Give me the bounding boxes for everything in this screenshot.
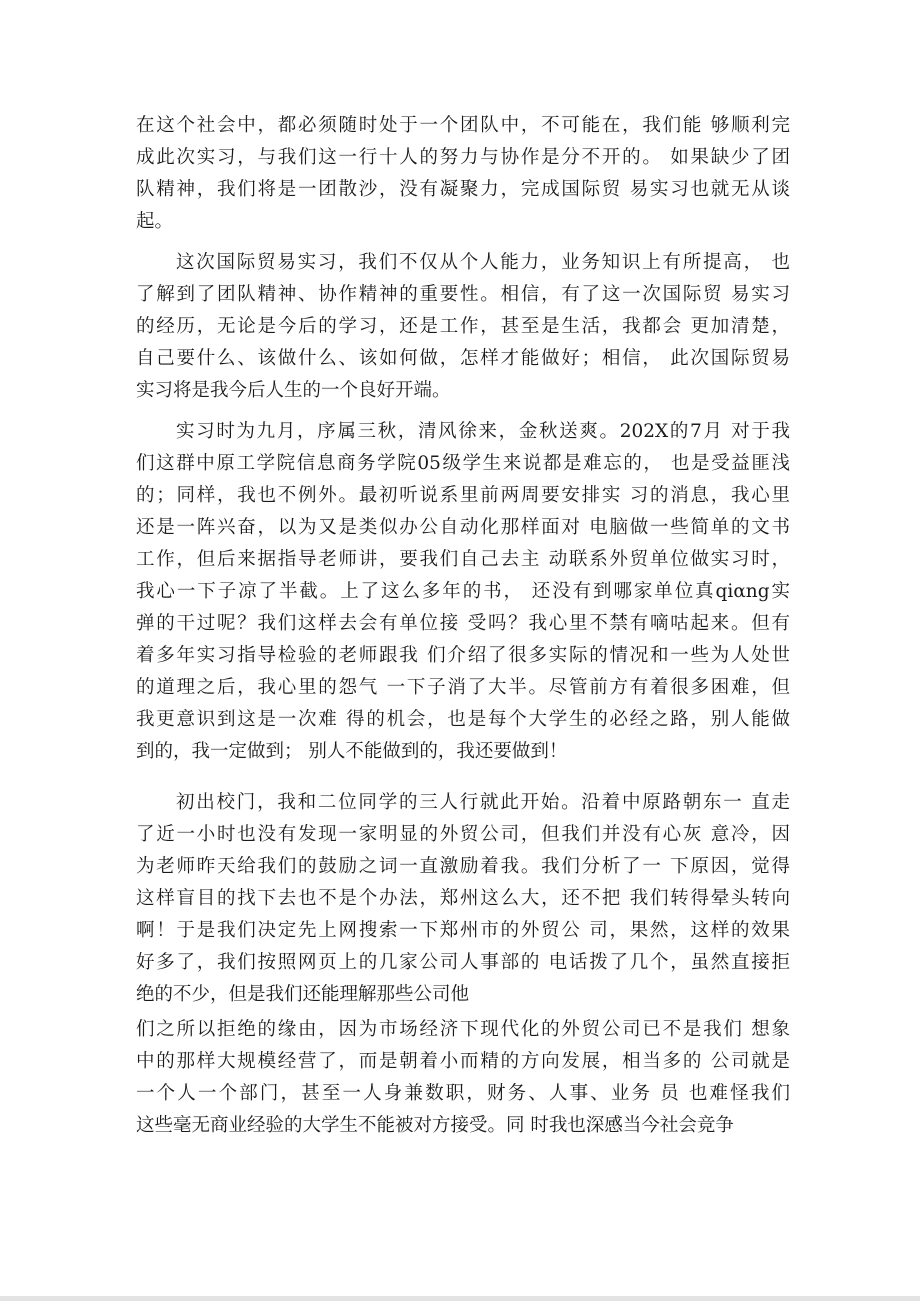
text-line: 了解到了团队精神、协作精神的重要性。相信，有了这一次国际贸 易实习: [136, 284, 790, 305]
text-line: 们之所以拒绝的缘由，因为市场经济下现代化的外贸公司已不是我们 想象: [136, 1019, 790, 1040]
text-line: 自己要什么、该做什么、该如何做，怎样才能做好；相信， 此次国际贸易: [136, 348, 790, 369]
text-line: 我心一下子凉了半截。上了这么多年的书， 还没有到哪家单位真qiαng实: [136, 581, 790, 602]
paragraph-3: [136, 416, 790, 768]
text-line: 起。: [136, 211, 174, 232]
paragraph-1: [136, 110, 790, 238]
paragraph-4: [136, 787, 790, 1011]
text-line: 这些毫无商业经验的大学生不能被对方接受。同 时我也深感当今社会竞争: [136, 1115, 734, 1136]
text-line: 好多了，我们按照网页上的几家公司人事部的 电话拨了几个，虽然直接拒: [136, 952, 790, 973]
text-line: 到的，我一定做到； 别人不能做到的，我还要做到！: [136, 741, 568, 762]
text-line: 的；同样，我也不例外。最初听说系里前两周要安排实 习的消息，我心里: [136, 485, 790, 506]
paragraph-2: [136, 247, 790, 407]
text-line: 为老师昨天给我们的鼓励之词一直激励着我。我们分析了一 下原因，觉得: [136, 856, 790, 877]
text-line: 这次国际贸易实习，我们不仅从个人能力，业务知识上有所提高， 也: [176, 252, 790, 273]
text-line: 着多年实习指导检验的老师跟我 们介绍了很多实际的情况和一些为人处世: [136, 645, 790, 666]
text-line: 啊！于是我们决定先上网搜索一下郑州市的外贸公 司，果然，这样的效果: [136, 920, 790, 941]
text-line: 中的那样大规模经营了，而是朝着小而精的方向发展，相当多的 公司就是: [136, 1051, 790, 1072]
text-line: 弹的干过呢？我们这样去会有单位接 受吗？我心里不禁有嘀咕起来。但有: [136, 613, 790, 634]
page-bottom-edge: [0, 1296, 920, 1301]
text-line: 的经历，无论是今后的学习，还是工作，甚至是生活，我都会 更加清楚，: [136, 316, 790, 337]
text-line: 的道理之后，我心里的怨气 一下子消了大半。尽管前方有着很多困难，但: [136, 677, 790, 698]
text-line: 初出校门，我和二位同学的三人行就此开始。沿着中原路朝东一 直走: [176, 792, 790, 813]
text-line: 工作，但后来据指导老师讲，要我们自己去主 动联系外贸单位做实习时，: [136, 549, 790, 570]
text-line: 绝的不少，但是我们还能理解那些公司他: [136, 984, 470, 1005]
text-line: 这样盲目的找下去也不是个办法，郑州这么大，还不把 我们转得晕头转向: [136, 888, 790, 909]
text-line: 一个人一个部门，甚至一人身兼数职，财务、人事、业务 员 也难怪我们: [136, 1083, 790, 1104]
text-line: 实习将是我今后人生的一个良好开端。: [136, 380, 451, 401]
text-line: 队精神，我们将是一团散沙，没有凝聚力，完成国际贸 易实习也就无从谈: [136, 179, 790, 200]
text-line: 还是一阵兴奋，以为又是类似办公自动化那样面对 电脑做一些简单的文书: [136, 517, 790, 538]
text-line: 们这群中原工学院信息商务学院05级学生来说都是难忘的， 也是受益匪浅: [136, 453, 790, 474]
text-line: 了近一小时也没有发现一家明显的外贸公司，但我们并没有心灰 意冷，因: [136, 824, 790, 845]
text-line: 在这个社会中，都必须随时处于一个团队中，不可能在，我们能 够顺利完: [136, 115, 790, 136]
paragraph-5: [136, 1014, 790, 1142]
text-line: 成此次实习，与我们这一行十人的努力与协作是分不开的。 如果缺少了团: [136, 147, 790, 168]
text-line: 实习时为九月，序属三秋，清风徐来，金秋送爽。202X的7月 对于我: [176, 421, 790, 442]
text-line: 我更意识到这是一次难 得的机会，也是每个大学生的必经之路，别人能做: [136, 709, 790, 730]
